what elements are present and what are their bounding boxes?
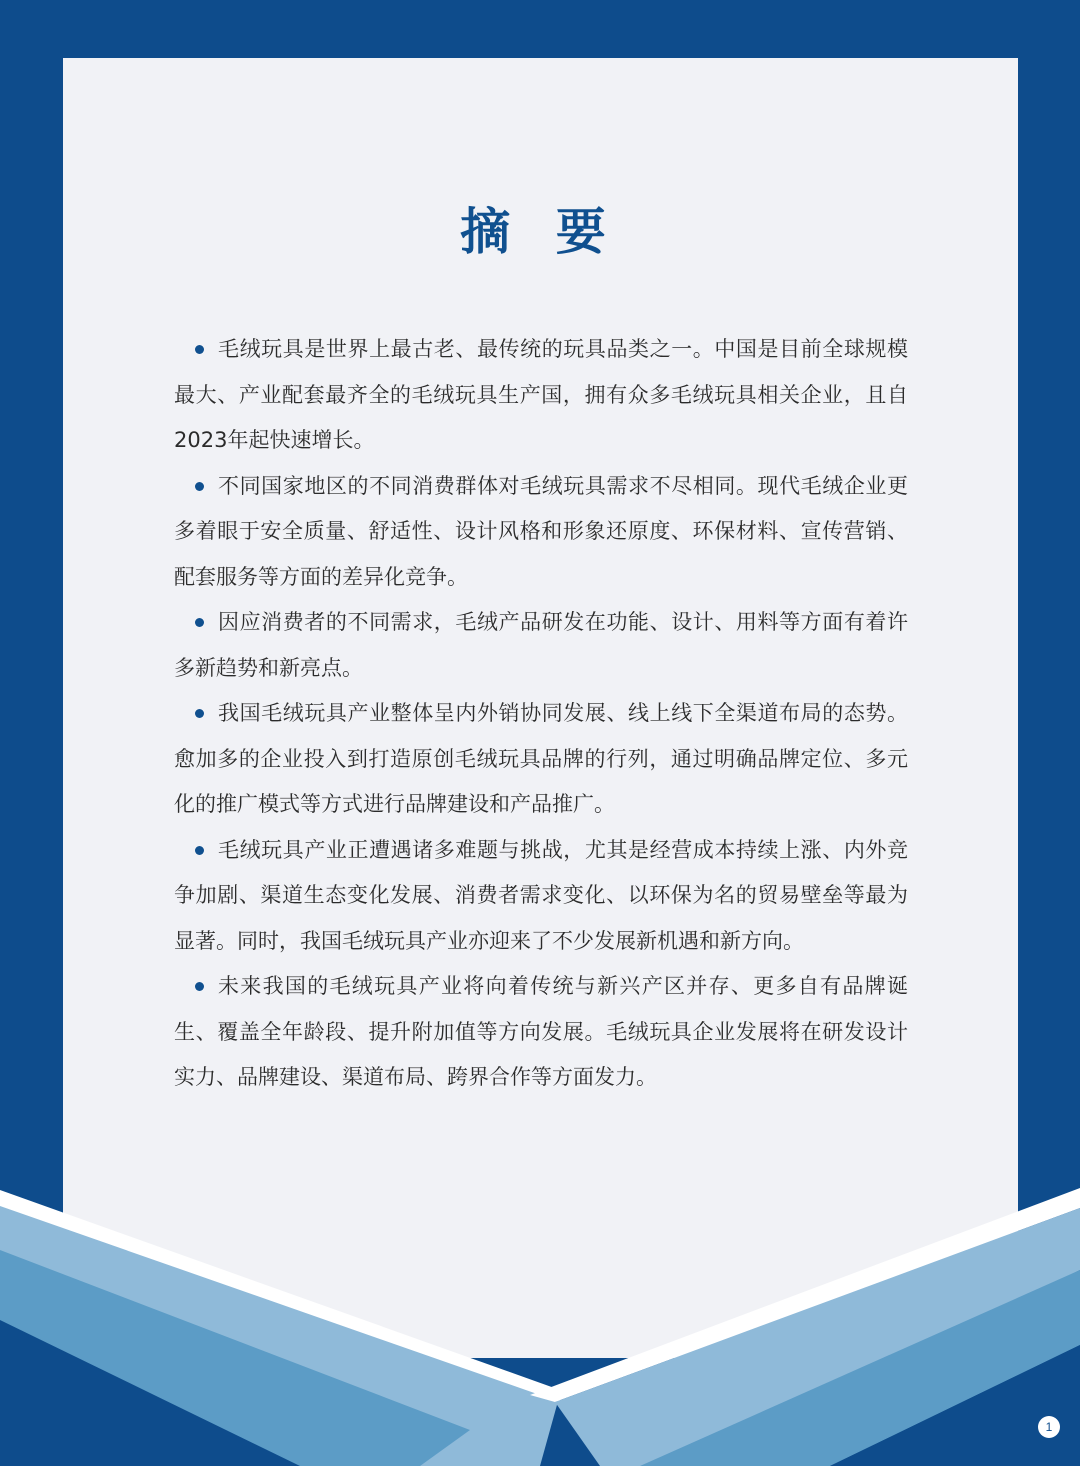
summary-paragraph bbox=[174, 464, 908, 601]
paragraph-text: 因应消费者的不同需求，毛绒产品研发在功能、设计、用料等方面有着许多新趋势和新亮点。 bbox=[174, 610, 908, 680]
bullet-icon bbox=[195, 982, 204, 991]
page-number-badge: 1 bbox=[1038, 1416, 1060, 1438]
bullet-icon bbox=[195, 482, 204, 491]
summary-paragraph bbox=[174, 600, 908, 691]
page-title: 摘 要 bbox=[460, 203, 620, 261]
bullet-icon bbox=[195, 618, 204, 627]
paragraph-text: 未来我国的毛绒玩具产业将向着传统与新兴产区并存、更多自有品牌诞生、覆盖全年龄段、提升附加值等方向发展。毛绒玩具企业发展将在研发设计实力、品牌建设、渠道布局、跨界合作等方面发力。 bbox=[174, 974, 908, 1089]
summary-paragraph bbox=[174, 964, 908, 1101]
summary-paragraph bbox=[174, 691, 908, 828]
paragraph-text: 毛绒玩具产业正遭遇诸多难题与挑战，尤其是经营成本持续上涨、内外竞争加剧、渠道生态变化发展、消费者需求变化、以环保为名的贸易壁垒等最为显著。同时，我国毛绒玩具产业亦迎来了不少发展新机遇和新方向。 bbox=[174, 837, 908, 953]
bullet-icon bbox=[195, 846, 204, 855]
paragraph-text: 毛绒玩具是世界上最古老、最传统的玩具品类之一。中国是目前全球规模最大、产业配套最齐全的毛绒玩具生产国，拥有众多毛绒玩具相关企业，且自2023年起快速增长。 bbox=[174, 337, 908, 452]
bullet-icon bbox=[195, 345, 204, 354]
summary-paragraph bbox=[174, 828, 908, 965]
bullet-icon bbox=[195, 709, 204, 718]
summary-paragraph bbox=[174, 327, 908, 464]
paragraph-text: 不同国家地区的不同消费群体对毛绒玩具需求不尽相同。现代毛绒企业更多着眼于安全质量、舒适性、设计风格和形象还原度、环保材料、宣传营销、配套服务等方面的差异化竞争。 bbox=[174, 473, 908, 589]
paragraph-text: 我国毛绒玩具产业整体呈内外销协同发展、线上线下全渠道布局的态势。愈加多的企业投入到打造原创毛绒玩具品牌的行列，通过明确品牌定位、多元化的推广模式等方式进行品牌建设和产品推广。 bbox=[174, 701, 908, 816]
summary-content bbox=[174, 327, 908, 1101]
